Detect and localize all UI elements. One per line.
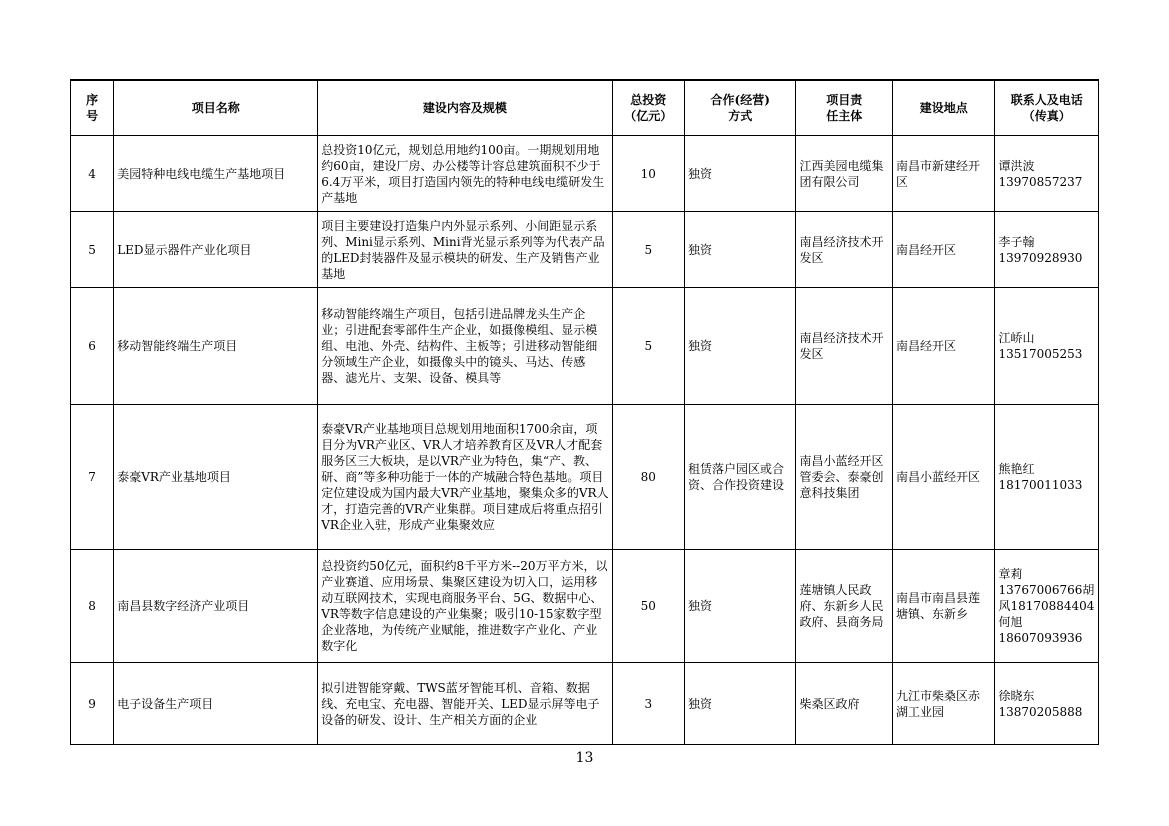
row-no: 8	[71, 550, 114, 663]
table-row	[71, 405, 1099, 550]
row-investment: 5	[612, 288, 684, 405]
row-mode: 独资	[684, 136, 796, 212]
row-no: 5	[71, 212, 114, 288]
row-no: 7	[71, 405, 114, 550]
header-no: 序 号	[71, 80, 114, 136]
row-owner: 南昌经济技术开发区	[796, 288, 892, 405]
row-investment: 10	[612, 136, 684, 212]
row-owner: 莲塘镇人民政府、东新乡人民政府、县商务局	[796, 550, 892, 663]
row-owner: 南昌小蓝经开区管委会、泰豪创意科技集团	[796, 405, 892, 550]
row-no: 9	[71, 663, 114, 745]
row-content: 拟引进智能穿戴、TWS蓝牙智能耳机、音箱、数据线、充电宝、充电器、智能开关、LED显示屏等电子设备的研发、设计、生产相关方面的企业	[318, 663, 612, 745]
row-content: 总投资10亿元，规划总用地约100亩。一期规划用地约60亩，建设厂房、办公楼等计容总建筑面积不少于6.4万平米，项目打造国内领先的特种电线电缆研发生产基地	[318, 136, 612, 212]
row-owner: 江西美园电缆集团有限公司	[796, 136, 892, 212]
table-row	[71, 550, 1099, 663]
row-location: 南昌市南昌县莲塘镇、东新乡	[892, 550, 994, 663]
header-content: 建设内容及规模	[318, 80, 612, 136]
header-name: 项目名称	[114, 80, 318, 136]
header-location: 建设地点	[892, 80, 994, 136]
row-no: 6	[71, 288, 114, 405]
row-owner: 柴桑区政府	[796, 663, 892, 745]
header-contact: 联系人及电话 （传真）	[995, 80, 1099, 136]
row-mode: 独资	[684, 663, 796, 745]
table-row	[71, 663, 1099, 745]
header-investment: 总投资 （亿元）	[612, 80, 684, 136]
row-investment: 80	[612, 405, 684, 550]
row-name: 移动智能终端生产项目	[114, 288, 318, 405]
row-contact: 谭洪波 13970857237	[995, 136, 1099, 212]
row-contact: 章莉 13767006766胡风18170884404 何旭 18607093936	[995, 550, 1099, 663]
header-mode: 合作(经营) 方式	[684, 80, 796, 136]
row-investment: 5	[612, 212, 684, 288]
row-location: 南昌小蓝经开区	[892, 405, 994, 550]
page-number: 13	[575, 750, 594, 766]
row-mode: 独资	[684, 550, 796, 663]
row-location: 九江市柴桑区赤湖工业园	[892, 663, 994, 745]
row-location: 南昌市新建经开区	[892, 136, 994, 212]
row-content: 总投资约50亿元，面积约8千平方米--20万平方米，以产业赛道、应用场景、集聚区建设为切入口，运用移动互联网技术，实现电商服务平台、5G、数据中心、VR等数字信息建设的产业集聚；吸引10-15家数字型企业落地，为传统产业赋能，推进数字产业化、产业数字化	[318, 550, 612, 663]
project-table	[70, 79, 1099, 745]
row-investment: 3	[612, 663, 684, 745]
row-mode: 独资	[684, 288, 796, 405]
row-contact: 李子翰 13970928930	[995, 212, 1099, 288]
row-mode: 独资	[684, 212, 796, 288]
row-contact: 熊艳红 18170011033	[995, 405, 1099, 550]
header-row	[71, 80, 1099, 136]
table-row	[71, 288, 1099, 405]
row-content: 移动智能终端生产项目，包括引进品牌龙头生产企业；引进配套零部件生产企业，如摄像模组、显示模组、电池、外壳、结构件、主板等；引进移动智能细分领域生产企业，如摄像头中的镜头、马达、传感器、滤光片、支架、设备、模具等	[318, 288, 612, 405]
row-name: 南昌县数字经济产业项目	[114, 550, 318, 663]
header-owner: 项目责 任主体	[796, 80, 892, 136]
row-name: 电子设备生产项目	[114, 663, 318, 745]
row-name: 泰豪VR产业基地项目	[114, 405, 318, 550]
row-content: 项目主要建设打造集户内外显示系列、小间距显示系列、Mini显示系列、Mini背光显示系列等为代表产品的LED封装器件及显示模块的研发、生产及销售产业基地	[318, 212, 612, 288]
row-investment: 50	[612, 550, 684, 663]
row-owner: 南昌经济技术开发区	[796, 212, 892, 288]
row-name: LED显示器件产业化项目	[114, 212, 318, 288]
row-no: 4	[71, 136, 114, 212]
row-contact: 徐晓东 13870205888	[995, 663, 1099, 745]
row-contact: 江峤山 13517005253	[995, 288, 1099, 405]
row-name: 美园特种电线电缆生产基地项目	[114, 136, 318, 212]
row-location: 南昌经开区	[892, 212, 994, 288]
row-mode: 租赁落户园区或合资、合作投资建设	[684, 405, 796, 550]
table-row	[71, 212, 1099, 288]
row-content: 泰豪VR产业基地项目总规划用地面积1700余亩，项目分为VR产业区、VR人才培养教育区及VR人才配套服务区三大板块，是以VR产业为特色，集“产、教、研、商”等多种功能于一体的产城融合特色基地。项目定位建设成为国内最大VR产业基地，聚集众多的VR人才，打造完善的VR产业集群。项目建成后将重点招引VR企业入驻，形成产业集聚效应	[318, 405, 612, 550]
table-row	[71, 136, 1099, 212]
row-location: 南昌经开区	[892, 288, 994, 405]
